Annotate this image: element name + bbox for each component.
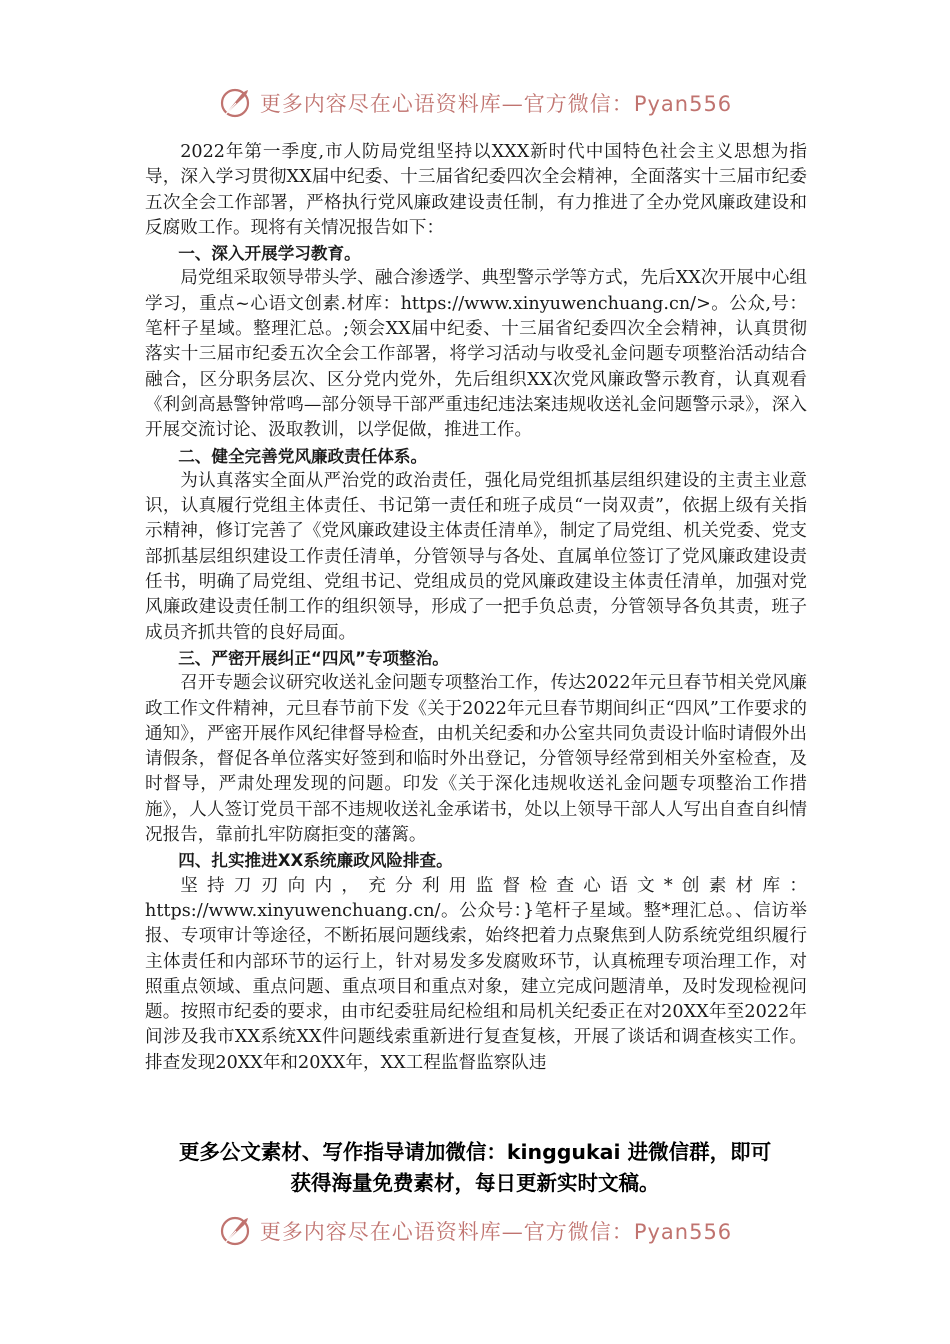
section-body: 召开专题会议研究收送礼金问题专项整治工作，传达2022年元旦春节相关党风廉政工作文件精神，元旦春节前下发《关于2022年元旦春节期间纠正“四风”工作要求的通知》，严密开展作风纪律督导检查，由机关纪委和办公室共同负责设计临时请假外出请假条，督促各单位落实好签到和临时外出登记，分管领导经常到相关外室检查，及时督导，严肃处理发现的问题。印发《关于深化违规收送礼金问题专项整治工作措施》，人人签订党员干部不违规收送礼金承诺书，处以上领导干部人人写出自查自纠情况报告，靠前扎牢防腐拒变的藩篱。 [145, 673, 807, 846]
header-banner [0, 80, 950, 126]
section-body: 坚持刀刃向内，充分利用监督检查心语文*创素材库：https://www.xinyuwenchuang.cn/。公众号：}笔杆子星域。整*理汇总。、信访举报、专项审计等途径，不断拓展问题线索，始终把着力点聚焦到人防系统党组织履行主体责任和内部环节的运行上，针对易发多发腐败环节，认真梳理专项治理工作，对照重点领域、重点问题、重点项目和重点对象，建立完成问题清单，及时发现检视问题。按照市纪委的要求，由市纪委驻局纪检组和局机关纪委正在对20XX年至2022年间涉及我市XX系统XX件问题线索重新进行复查复核，开展了谈话和调查核实工作。排查发现20XX年和20XX年，XX工程监督监察队违 [145, 875, 807, 1073]
promo-block [0, 1137, 950, 1199]
footer-banner [0, 1208, 950, 1254]
banner-text: 更多内容尽在心语资料库—官方微信：Pyan556 [259, 1220, 733, 1244]
promo-line: 获得海量免费素材，每日更新实时文稿。 [290, 1171, 660, 1195]
promo-line: 更多公文素材、写作指导请加微信：kinggukai 进微信群，即可 [178, 1140, 772, 1164]
banner-text: 更多内容尽在心语资料库—官方微信：Pyan556 [259, 92, 733, 116]
section-body: 局党组采取领导带头学、融合渗透学、典型警示学等方式，先后XX次开展中心组学习，重点~心语文创素.材库：https://www.xinyuwenchuang.cn/>。公众,号：笔杆子星域。整理汇总。;领会XX届中纪委、十三届省纪委四次全会精神，认真贯彻落实十三届市纪委五次全会工作部署，将学习活动与收受礼金问题专项整治活动结合融合，区分职务层次、区分党内党外，先后组织XX次党风廉政警示教育，认真观看《利剑高悬警钟常鸣—部分领导干部严重违纪违法案违规收送礼金问题警示录》，深入开展交流讨论、汲取教训，以学促做，推进工作。 [145, 268, 807, 441]
section-body: 为认真落实全面从严治党的政治责任，强化局党组抓基层组织建设的主责主业意识，认真履行党组主体责任、书记第一责任和班子成员“一岗双责”，依据上级有关指示精神，修订完善了《党风廉政建设主体责任清单》，制定了局党组、机关党委、党支部抓基层组织建设工作责任清单，分管领导与各处、直属单位签订了党风廉政建设责任书，明确了局党组、党组书记、党组成员的党风廉政建设主体责任清单，加强对党风廉政建设责任制工作的组织领导，形成了一把手负总责，分管领导各负其责，班子成员齐抓共管的良好局面。 [145, 470, 807, 643]
intro-paragraph: 2022年第一季度,市人防局党组坚持以XXX新时代中国特色社会主义思想为指导，深入学习贯彻XX届中纪委、十三届省纪委四次全会精神，全面落实十三届市纪委五次全会工作部署，严格执行党风廉政建设责任制，有力推进了全办党风廉政建设和反腐败工作。现将有关情况报告如下： [145, 142, 807, 238]
section-heading: 二、健全完善党风廉政责任体系。 [178, 446, 428, 466]
section-heading: 一、深入开展学习教育。 [178, 244, 361, 264]
quill-pen-logo-icon [218, 1214, 252, 1248]
quill-pen-logo-icon [218, 86, 252, 120]
section-heading: 三、严密开展纠正“四风”专项整治。 [178, 648, 449, 668]
section-heading: 四、扎实推进XX系统廉政风险排查。 [178, 851, 453, 871]
document-body [145, 140, 807, 1076]
